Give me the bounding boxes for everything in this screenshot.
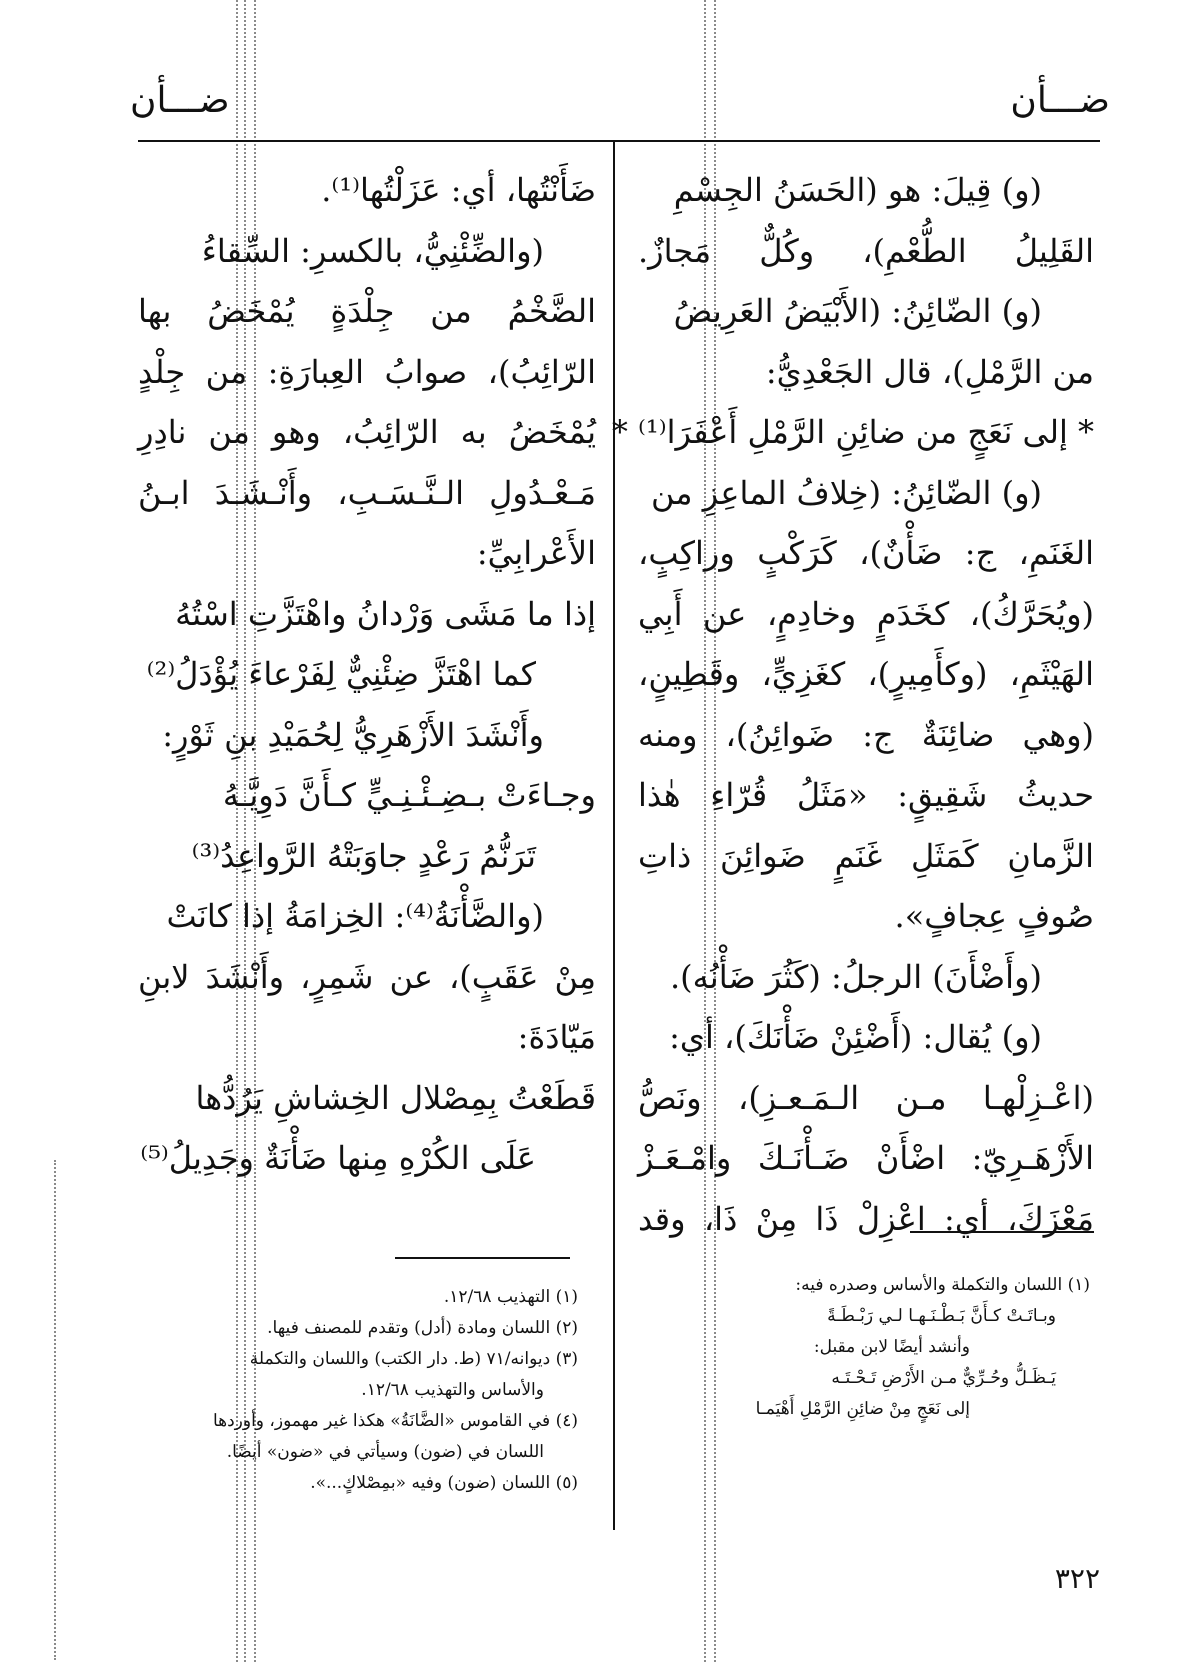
text-line: (و) الضّائِنُ: (الأَبْيَضُ العَرِيضُ	[673, 292, 1042, 330]
footnote-line: وأنشد أيضًا لابن مقبل:	[813, 1337, 970, 1357]
text-line: الزَّمانِ كَمَثَلِ غَنَمٍ ضَوائِنَ ذاتِ	[638, 836, 1094, 875]
text-line: يُمْخَضُ به الرّائِبُ، وهو من نادِرِ	[138, 413, 596, 451]
footnote-line: وبـاتَـتْ كـأَنَّ بَـطْـنَـهـا لـي رَبْـطَـةً	[827, 1306, 1056, 1326]
text-line: مَعْزَكَ، أي: اعْزِلْ ذَا مِنْ ذَا، وقد	[638, 1199, 1094, 1238]
header-rule	[138, 140, 1100, 142]
text-line: (اعْـزِلْهـا مـن الـمَـعـزِ)، ونَصُّ	[638, 1078, 1094, 1117]
verse-line: كما اهْتَزَّ ضِئْنِيٌّ لِفَرْعاءَ يُؤْدَلُ⁽²⁾	[146, 655, 536, 693]
text-line: (وأَضْأَنَ) الرجلُ: (كَثُرَ ضَأْنُه).	[669, 957, 1042, 996]
verse-line: تَرَنُّمُ رَعْدٍ جاوَبَتْهُ الرَّواعِدُ⁽³⁾	[191, 836, 536, 875]
text-line: (و) قِيلَ: هو (الحَسَنُ الجِسْمِ	[673, 171, 1042, 209]
text-line: الأَزْهَـرِيّ: اضْأَنْ ضَـأْنَـكَ وامْـعَـزْ	[638, 1139, 1094, 1177]
text-line: ضَأَنْتُها، أي: عَزَلْتُها⁽¹⁾.	[321, 171, 596, 209]
verse-line: قَطَعْتُ بِمِصْلال الخِشاشِ يَرُدُّها	[195, 1078, 596, 1117]
text-line: (والضَّأْنَةُ⁽⁴⁾: الخِزامَةُ إذا كانَتْ	[166, 897, 544, 935]
text-line: مَـعْـدُولِ الـنَّـسَـبِ، وأَنْـشَـدَ ابـنُ	[138, 473, 596, 512]
right-column	[611, 160, 1094, 1249]
running-header-right: ضـــأن	[1010, 80, 1110, 121]
footnote-rule	[910, 1231, 1094, 1233]
verse-line: * إلى نَعَجٍ من ضائِنِ الرَّمْلِ أَعْفَرَا⁽¹⁾ *	[611, 413, 1094, 451]
right-footnotes	[640, 1270, 1090, 1425]
text-line: صُوفٍ عِجافٍ».	[894, 897, 1094, 935]
footnote-line: والأساس والتهذيب ١٢/٦٨.	[361, 1380, 544, 1400]
footnote-line: (٣) ديوانه/٧١ (ط. دار الكتب) واللسان والتكملة	[249, 1349, 578, 1369]
verse-line: عَلَى الكُرْهِ مِنها ضَأْنَةٌ وجَدِيلُ⁽⁵⁾	[140, 1139, 536, 1177]
footnote-line: (٥) اللسان (ضون) وفيه «بمِصْلاكٍ...».	[310, 1473, 578, 1493]
footnote-line: (٢) اللسان ومادة (أدل) وتقدم للمصنف فيها.	[267, 1318, 578, 1338]
text-line: مِنْ عَقَبٍ)، عن شَمِرٍ، وأَنْشَدَ لابنِ	[138, 957, 596, 996]
text-line: حديثُ شَقِيقٍ: «مَثَلُ قُرّاءِ هٰذا	[638, 776, 1094, 814]
text-line: (وهي ضائِنَةٌ ج: ضَوائِنُ)، ومنه	[638, 715, 1094, 754]
running-header-left: ضـــأن	[130, 80, 230, 121]
page-number: ٣٢٢	[1054, 1562, 1100, 1595]
text-line: مَيّادَةَ:	[517, 1018, 596, 1056]
footnote-line: يَـظَـلُّ وحُـرِّيٌّ مـن الأَرْضِ تَـحْـتَـه	[831, 1368, 1056, 1388]
footnote-line: إلى نَعَجٍ مِنْ ضائِنِ الرَّمْلِ أَهْيَمـا	[755, 1399, 970, 1419]
verse-line: وجـاءَتْ بـضِـئْـنِـيٍّ كـأَنَّ دَوِيَّـهُ	[222, 776, 596, 814]
text-line: وأَنْشَدَ الأَزْهَرِيُّ لِحُمَيْدِ بنِ ثَوْرٍ:	[162, 715, 544, 754]
text-line: الأَعْرابِيِّ:	[476, 534, 596, 572]
text-line: الغَنَمِ، ج: ضَأْنٌ)، كَرَكْبٍ وراكِبٍ،	[638, 534, 1094, 572]
footnote-line: (٤) في القاموس «الضَّانَةُ» هكذا غير مهموز، وأوردها	[212, 1411, 578, 1431]
text-line: الهَيْثَمِ، (وكأَمِيرٍ)، كغَزِيٍّ، وقَطِينٍ،	[638, 655, 1094, 693]
text-line: (و) الضّائِنُ: (خِلافُ الماعِزِ من	[651, 473, 1042, 512]
text-line: القَلِيلُ الطُّعْمِ)، وكُلٌّ مَجازٌ.	[638, 231, 1094, 270]
left-column	[138, 160, 596, 1189]
footnote-line: (١) اللسان والتكملة والأساس وصدره فيه:	[795, 1275, 1090, 1295]
scan-dotted-line	[54, 1160, 56, 1660]
left-footnotes	[138, 1282, 578, 1499]
text-line: (و) يُقال: (أَضْئِنْ ضَأْنَكَ)، أي:	[669, 1018, 1042, 1056]
verse-line: إذا ما مَشَى وَرْدانُ واهْتَزَّتِ اسْتُهُ	[175, 594, 596, 633]
text-line: الضَّخْمُ من جِلْدَةٍ يُمْخَضُ بها	[138, 292, 596, 330]
text-line: (ويُحَرَّكُ)، كخَدَمٍ وخادِمٍ، عن أَبِي	[638, 594, 1094, 633]
footnote-rule	[395, 1257, 570, 1259]
text-line: (والضِّئْنِيُّ، بالكسرِ: السِّقاءُ	[201, 231, 544, 270]
text-line: الرّائِبُ)، صوابُ العِبارَةِ: من جِلْدٍ	[138, 352, 596, 391]
footnote-line: اللسان في (ضون) وسيأتي في «ضون» أيضًا.	[226, 1442, 544, 1462]
footnote-line: (١) التهذيب ١٢/٦٨.	[443, 1287, 578, 1307]
text-line: من الرَّمْلِ)، قال الجَعْدِيُّ:	[765, 352, 1094, 391]
column-divider	[613, 142, 615, 1530]
